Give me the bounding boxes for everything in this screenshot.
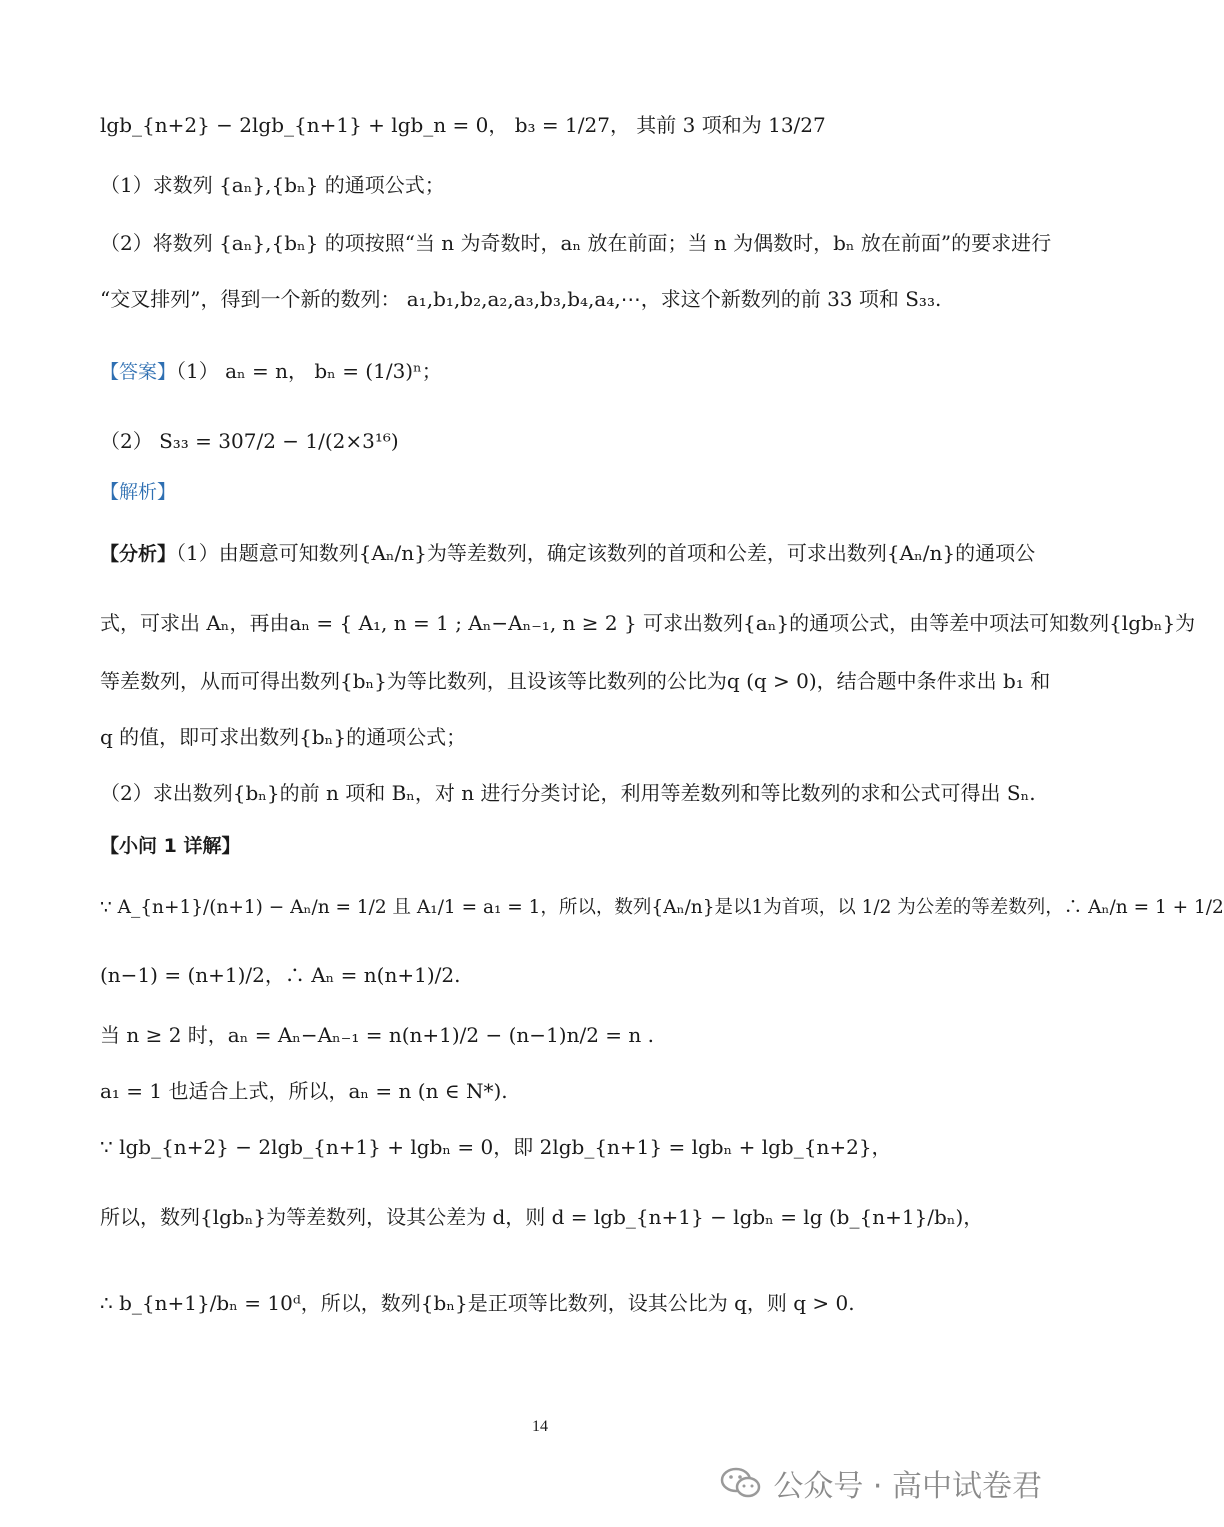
watermark-text: 公众号 · 高中试卷君 xyxy=(773,1469,1042,1504)
answer-1-text: （1） aₙ = n， bₙ = (1/3)ⁿ； xyxy=(176,359,442,383)
fenxi-line-2: 式，可求出 Aₙ，再由aₙ = { A₁, n = 1 ; Aₙ−Aₙ₋₁, n ≥ 2 } 可求出数列{aₙ}的通项公式，由等差中项法可知数列{lgbₙ}为 xyxy=(100,611,1196,635)
analysis-tag: 【解析】 xyxy=(100,481,177,503)
fenxi-line-4: q 的值，即可求出数列{bₙ}的通项公式； xyxy=(100,725,467,749)
question-1: （1）求数列 {aₙ},{bₙ} 的通项公式； xyxy=(100,173,445,197)
sub1-tag-line xyxy=(100,832,1010,859)
solution-line-3: 当 n ≥ 2 时，aₙ = Aₙ−Aₙ₋₁ = n(n+1)/2 − (n−1)n/2 = n . xyxy=(100,1023,655,1047)
fenxi-line-1 xyxy=(100,540,1036,567)
solution-line-5: ∵ lgb_{n+2} − 2lgb_{n+1} + lgbₙ = 0，即 2lgb_{n+1} = lgbₙ + lgb_{n+2}， xyxy=(100,1135,892,1159)
answer-tag: 【答案】 xyxy=(100,361,177,383)
fenxi-text-1: （1）由题意可知数列{Aₙ/n}为等差数列，确定该数列的首项和公差，可求出数列{Aₙ/n}的通项公 xyxy=(176,541,1036,565)
solution-line-7: ∴ b_{n+1}/bₙ = 10ᵈ，所以，数列{bₙ}是正项等比数列，设其公比为 q，则 q > 0. xyxy=(100,1291,855,1315)
watermark xyxy=(719,1458,1042,1508)
text-line-1: lgb_{n+2} − 2lgb_{n+1} + lgb_n = 0， b₃ = 1/27， 其前 3 项和为 13/27 xyxy=(100,113,826,137)
question-2-line-1: （2）将数列 {aₙ},{bₙ} 的项按照“当 n 为奇数时，aₙ 放在前面；当 n 为偶数时，bₙ 放在前面”的要求进行 xyxy=(100,231,1052,255)
fenxi-line-5: （2）求出数列{bₙ}的前 n 项和 Bₙ，对 n 进行分类讨论，利用等差数列和等比数列的求和公式可得出 Sₙ. xyxy=(100,781,1036,805)
question-2-line-2: “交叉排列”，得到一个新的数列： a₁,b₁,b₂,a₂,a₃,b₃,b₄,a₄,⋯，求这个新数列的前 33 项和 S₃₃. xyxy=(100,287,942,311)
solution-line-4: a₁ = 1 也适合上式，所以，aₙ = n (n ∈ N*). xyxy=(100,1079,508,1103)
answer-line-2: （2） S₃₃ = 307/2 − 1/(2×3¹⁶) xyxy=(100,429,399,453)
answer-line-1 xyxy=(100,358,1010,385)
sub1-tag: 【小问 1 详解】 xyxy=(100,835,241,857)
fenxi-tag: 【分析】 xyxy=(100,543,177,565)
wechat-icon xyxy=(719,1465,763,1501)
solution-line-6: 所以，数列{lgbₙ}为等差数列，设其公差为 d，则 d = lgb_{n+1} − lgbₙ = lg (b_{n+1}/bₙ)， xyxy=(100,1205,984,1229)
solution-line-2: (n−1) = (n+1)/2，∴ Aₙ = n(n+1)/2. xyxy=(100,963,461,987)
page-number: 14 xyxy=(532,1418,548,1435)
fenxi-line-3: 等差数列，从而可得出数列{bₙ}为等比数列，且设该等比数列的公比为q (q > 0)，结合题中条件求出 b₁ 和 xyxy=(100,669,1051,693)
solution-line-1: ∵ A_{n+1}/(n+1) − Aₙ/n = 1/2 且 A₁/1 = a₁ = 1，所以，数列{Aₙ/n}是以1为首项，以 1/2 为公差的等差数列，∴ Aₙ/n = 1 + 1/2 xyxy=(100,897,1224,918)
analysis-tag-line xyxy=(100,478,1010,505)
